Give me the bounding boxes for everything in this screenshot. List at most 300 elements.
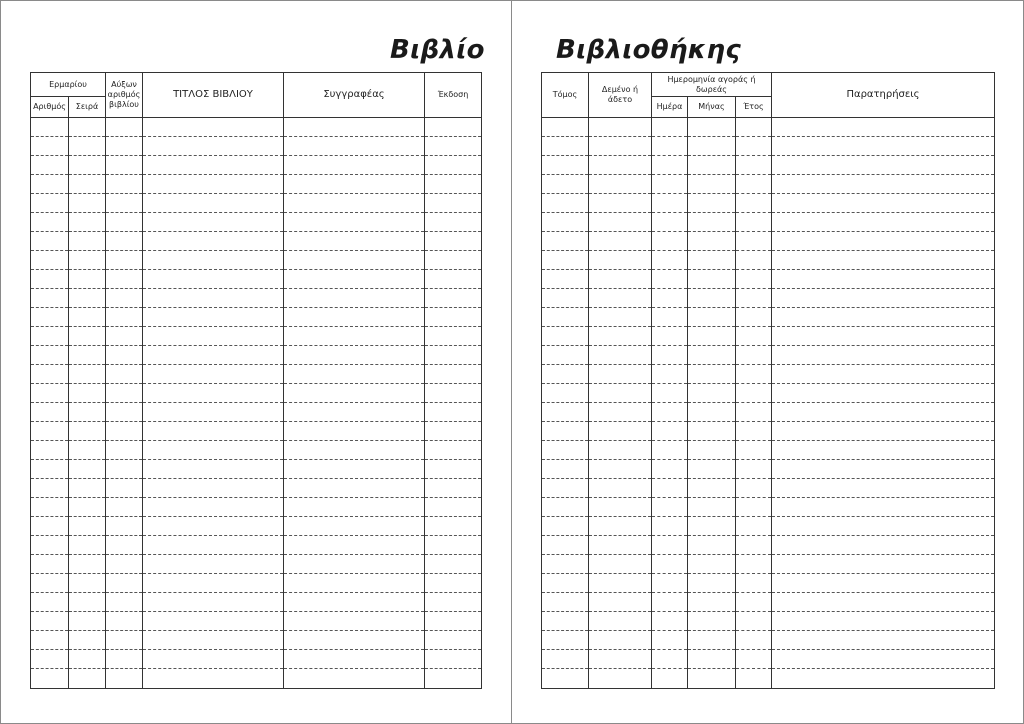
ledger-cell[interactable] bbox=[688, 536, 736, 555]
ledger-cell[interactable] bbox=[736, 612, 772, 631]
ledger-cell[interactable] bbox=[542, 137, 589, 156]
ledger-cell[interactable] bbox=[425, 118, 482, 137]
ledger-cell[interactable] bbox=[284, 118, 425, 137]
ledger-cell[interactable] bbox=[772, 346, 995, 365]
ledger-cell[interactable] bbox=[143, 650, 284, 669]
ledger-cell[interactable] bbox=[106, 346, 143, 365]
ledger-cell[interactable] bbox=[284, 650, 425, 669]
ledger-cell[interactable] bbox=[542, 194, 589, 213]
ledger-cell[interactable] bbox=[143, 479, 284, 498]
ledger-cell[interactable] bbox=[772, 441, 995, 460]
ledger-cell[interactable] bbox=[772, 156, 995, 175]
ledger-cell[interactable] bbox=[284, 536, 425, 555]
ledger-cell[interactable] bbox=[31, 137, 69, 156]
ledger-cell[interactable] bbox=[31, 498, 69, 517]
ledger-cell[interactable] bbox=[106, 460, 143, 479]
ledger-cell[interactable] bbox=[589, 270, 652, 289]
ledger-cell[interactable] bbox=[143, 118, 284, 137]
ledger-cell[interactable] bbox=[31, 327, 69, 346]
ledger-cell[interactable] bbox=[284, 612, 425, 631]
ledger-cell[interactable] bbox=[143, 308, 284, 327]
ledger-cell[interactable] bbox=[106, 669, 143, 689]
ledger-cell[interactable] bbox=[589, 498, 652, 517]
ledger-cell[interactable] bbox=[31, 289, 69, 308]
ledger-cell[interactable] bbox=[106, 270, 143, 289]
ledger-cell[interactable] bbox=[688, 441, 736, 460]
ledger-cell[interactable] bbox=[143, 156, 284, 175]
ledger-cell[interactable] bbox=[284, 175, 425, 194]
ledger-cell[interactable] bbox=[652, 213, 688, 232]
ledger-cell[interactable] bbox=[542, 536, 589, 555]
ledger-cell[interactable] bbox=[31, 593, 69, 612]
ledger-cell[interactable] bbox=[688, 612, 736, 631]
ledger-cell[interactable] bbox=[688, 384, 736, 403]
ledger-cell[interactable] bbox=[143, 175, 284, 194]
ledger-cell[interactable] bbox=[652, 308, 688, 327]
ledger-cell[interactable] bbox=[284, 631, 425, 650]
ledger-cell[interactable] bbox=[589, 289, 652, 308]
ledger-cell[interactable] bbox=[652, 175, 688, 194]
ledger-cell[interactable] bbox=[425, 536, 482, 555]
ledger-cell[interactable] bbox=[589, 194, 652, 213]
ledger-cell[interactable] bbox=[106, 118, 143, 137]
ledger-cell[interactable] bbox=[688, 118, 736, 137]
ledger-cell[interactable] bbox=[542, 270, 589, 289]
ledger-cell[interactable] bbox=[31, 232, 69, 251]
ledger-cell[interactable] bbox=[69, 213, 106, 232]
ledger-cell[interactable] bbox=[69, 194, 106, 213]
ledger-cell[interactable] bbox=[652, 346, 688, 365]
ledger-cell[interactable] bbox=[284, 346, 425, 365]
ledger-cell[interactable] bbox=[284, 384, 425, 403]
ledger-cell[interactable] bbox=[69, 384, 106, 403]
ledger-cell[interactable] bbox=[69, 441, 106, 460]
ledger-cell[interactable] bbox=[143, 536, 284, 555]
ledger-cell[interactable] bbox=[542, 479, 589, 498]
ledger-cell[interactable] bbox=[31, 175, 69, 194]
ledger-cell[interactable] bbox=[284, 251, 425, 270]
ledger-cell[interactable] bbox=[772, 517, 995, 536]
ledger-cell[interactable] bbox=[106, 308, 143, 327]
ledger-cell[interactable] bbox=[589, 460, 652, 479]
ledger-cell[interactable] bbox=[772, 498, 995, 517]
ledger-cell[interactable] bbox=[772, 536, 995, 555]
ledger-cell[interactable] bbox=[31, 118, 69, 137]
ledger-cell[interactable] bbox=[31, 422, 69, 441]
ledger-cell[interactable] bbox=[772, 118, 995, 137]
ledger-cell[interactable] bbox=[772, 479, 995, 498]
ledger-cell[interactable] bbox=[542, 327, 589, 346]
ledger-cell[interactable] bbox=[688, 479, 736, 498]
ledger-cell[interactable] bbox=[31, 555, 69, 574]
ledger-cell[interactable] bbox=[542, 384, 589, 403]
ledger-cell[interactable] bbox=[736, 460, 772, 479]
ledger-cell[interactable] bbox=[589, 669, 652, 689]
ledger-cell[interactable] bbox=[542, 251, 589, 270]
ledger-cell[interactable] bbox=[69, 498, 106, 517]
ledger-cell[interactable] bbox=[284, 327, 425, 346]
ledger-cell[interactable] bbox=[69, 289, 106, 308]
ledger-cell[interactable] bbox=[143, 251, 284, 270]
ledger-cell[interactable] bbox=[772, 213, 995, 232]
ledger-cell[interactable] bbox=[736, 365, 772, 384]
ledger-cell[interactable] bbox=[652, 422, 688, 441]
ledger-cell[interactable] bbox=[425, 631, 482, 650]
ledger-cell[interactable] bbox=[542, 118, 589, 137]
ledger-cell[interactable] bbox=[652, 631, 688, 650]
ledger-cell[interactable] bbox=[143, 498, 284, 517]
ledger-cell[interactable] bbox=[106, 441, 143, 460]
ledger-cell[interactable] bbox=[284, 289, 425, 308]
ledger-cell[interactable] bbox=[69, 175, 106, 194]
ledger-cell[interactable] bbox=[425, 194, 482, 213]
ledger-cell[interactable] bbox=[652, 384, 688, 403]
ledger-cell[interactable] bbox=[284, 422, 425, 441]
ledger-cell[interactable] bbox=[425, 479, 482, 498]
ledger-cell[interactable] bbox=[31, 251, 69, 270]
ledger-cell[interactable] bbox=[589, 631, 652, 650]
ledger-cell[interactable] bbox=[284, 403, 425, 422]
ledger-cell[interactable] bbox=[31, 384, 69, 403]
ledger-cell[interactable] bbox=[425, 460, 482, 479]
ledger-cell[interactable] bbox=[69, 574, 106, 593]
ledger-cell[interactable] bbox=[542, 365, 589, 384]
ledger-cell[interactable] bbox=[589, 555, 652, 574]
ledger-cell[interactable] bbox=[106, 498, 143, 517]
ledger-cell[interactable] bbox=[143, 422, 284, 441]
ledger-cell[interactable] bbox=[143, 137, 284, 156]
ledger-cell[interactable] bbox=[542, 574, 589, 593]
ledger-cell[interactable] bbox=[143, 270, 284, 289]
ledger-cell[interactable] bbox=[652, 137, 688, 156]
ledger-cell[interactable] bbox=[688, 137, 736, 156]
ledger-cell[interactable] bbox=[772, 194, 995, 213]
ledger-cell[interactable] bbox=[736, 156, 772, 175]
ledger-cell[interactable] bbox=[31, 479, 69, 498]
ledger-cell[interactable] bbox=[736, 555, 772, 574]
ledger-cell[interactable] bbox=[106, 517, 143, 536]
ledger-cell[interactable] bbox=[284, 574, 425, 593]
ledger-cell[interactable] bbox=[425, 156, 482, 175]
ledger-cell[interactable] bbox=[736, 346, 772, 365]
ledger-cell[interactable] bbox=[736, 327, 772, 346]
ledger-cell[interactable] bbox=[69, 346, 106, 365]
ledger-cell[interactable] bbox=[736, 403, 772, 422]
ledger-cell[interactable] bbox=[542, 517, 589, 536]
ledger-cell[interactable] bbox=[589, 137, 652, 156]
ledger-cell[interactable] bbox=[772, 175, 995, 194]
ledger-cell[interactable] bbox=[772, 289, 995, 308]
ledger-cell[interactable] bbox=[143, 346, 284, 365]
ledger-cell[interactable] bbox=[688, 327, 736, 346]
ledger-cell[interactable] bbox=[589, 479, 652, 498]
ledger-cell[interactable] bbox=[542, 460, 589, 479]
ledger-cell[interactable] bbox=[736, 251, 772, 270]
ledger-cell[interactable] bbox=[652, 479, 688, 498]
ledger-cell[interactable] bbox=[542, 346, 589, 365]
ledger-cell[interactable] bbox=[31, 194, 69, 213]
ledger-cell[interactable] bbox=[31, 536, 69, 555]
ledger-cell[interactable] bbox=[425, 498, 482, 517]
ledger-cell[interactable] bbox=[106, 327, 143, 346]
ledger-cell[interactable] bbox=[143, 574, 284, 593]
ledger-cell[interactable] bbox=[688, 194, 736, 213]
ledger-cell[interactable] bbox=[69, 308, 106, 327]
ledger-cell[interactable] bbox=[69, 118, 106, 137]
ledger-cell[interactable] bbox=[143, 403, 284, 422]
ledger-cell[interactable] bbox=[772, 251, 995, 270]
ledger-cell[interactable] bbox=[106, 479, 143, 498]
ledger-cell[interactable] bbox=[542, 555, 589, 574]
ledger-cell[interactable] bbox=[772, 384, 995, 403]
ledger-cell[interactable] bbox=[736, 175, 772, 194]
ledger-cell[interactable] bbox=[736, 498, 772, 517]
ledger-cell[interactable] bbox=[284, 156, 425, 175]
ledger-cell[interactable] bbox=[652, 498, 688, 517]
ledger-cell[interactable] bbox=[425, 232, 482, 251]
ledger-cell[interactable] bbox=[542, 650, 589, 669]
ledger-cell[interactable] bbox=[143, 593, 284, 612]
ledger-cell[interactable] bbox=[284, 669, 425, 689]
ledger-cell[interactable] bbox=[652, 194, 688, 213]
ledger-cell[interactable] bbox=[284, 308, 425, 327]
ledger-cell[interactable] bbox=[736, 631, 772, 650]
ledger-cell[interactable] bbox=[736, 536, 772, 555]
ledger-cell[interactable] bbox=[542, 403, 589, 422]
ledger-cell[interactable] bbox=[736, 289, 772, 308]
ledger-cell[interactable] bbox=[425, 365, 482, 384]
ledger-cell[interactable] bbox=[69, 422, 106, 441]
ledger-cell[interactable] bbox=[106, 612, 143, 631]
ledger-cell[interactable] bbox=[31, 308, 69, 327]
ledger-cell[interactable] bbox=[69, 403, 106, 422]
ledger-cell[interactable] bbox=[542, 422, 589, 441]
ledger-cell[interactable] bbox=[589, 441, 652, 460]
ledger-cell[interactable] bbox=[589, 308, 652, 327]
ledger-cell[interactable] bbox=[688, 422, 736, 441]
ledger-cell[interactable] bbox=[106, 213, 143, 232]
ledger-cell[interactable] bbox=[69, 232, 106, 251]
ledger-cell[interactable] bbox=[542, 289, 589, 308]
ledger-cell[interactable] bbox=[688, 308, 736, 327]
ledger-cell[interactable] bbox=[542, 669, 589, 689]
ledger-cell[interactable] bbox=[589, 232, 652, 251]
ledger-cell[interactable] bbox=[542, 156, 589, 175]
ledger-cell[interactable] bbox=[106, 536, 143, 555]
ledger-cell[interactable] bbox=[772, 270, 995, 289]
ledger-cell[interactable] bbox=[688, 517, 736, 536]
ledger-cell[interactable] bbox=[106, 175, 143, 194]
ledger-cell[interactable] bbox=[31, 631, 69, 650]
ledger-cell[interactable] bbox=[143, 669, 284, 689]
ledger-cell[interactable] bbox=[425, 441, 482, 460]
ledger-cell[interactable] bbox=[652, 555, 688, 574]
ledger-cell[interactable] bbox=[284, 517, 425, 536]
ledger-cell[interactable] bbox=[143, 517, 284, 536]
ledger-cell[interactable] bbox=[284, 232, 425, 251]
ledger-cell[interactable] bbox=[143, 384, 284, 403]
ledger-cell[interactable] bbox=[106, 137, 143, 156]
ledger-cell[interactable] bbox=[542, 631, 589, 650]
ledger-cell[interactable] bbox=[284, 498, 425, 517]
ledger-cell[interactable] bbox=[772, 232, 995, 251]
ledger-cell[interactable] bbox=[425, 213, 482, 232]
ledger-cell[interactable] bbox=[106, 365, 143, 384]
ledger-cell[interactable] bbox=[69, 593, 106, 612]
ledger-cell[interactable] bbox=[652, 574, 688, 593]
ledger-cell[interactable] bbox=[106, 593, 143, 612]
ledger-cell[interactable] bbox=[542, 498, 589, 517]
ledger-cell[interactable] bbox=[143, 612, 284, 631]
ledger-cell[interactable] bbox=[284, 213, 425, 232]
ledger-cell[interactable] bbox=[736, 137, 772, 156]
ledger-cell[interactable] bbox=[688, 574, 736, 593]
ledger-cell[interactable] bbox=[652, 441, 688, 460]
ledger-cell[interactable] bbox=[772, 669, 995, 689]
ledger-cell[interactable] bbox=[542, 308, 589, 327]
ledger-cell[interactable] bbox=[143, 213, 284, 232]
ledger-cell[interactable] bbox=[425, 574, 482, 593]
ledger-cell[interactable] bbox=[736, 213, 772, 232]
ledger-cell[interactable] bbox=[589, 574, 652, 593]
ledger-cell[interactable] bbox=[772, 574, 995, 593]
ledger-cell[interactable] bbox=[284, 555, 425, 574]
ledger-cell[interactable] bbox=[69, 650, 106, 669]
ledger-cell[interactable] bbox=[652, 327, 688, 346]
ledger-cell[interactable] bbox=[143, 365, 284, 384]
ledger-cell[interactable] bbox=[589, 251, 652, 270]
ledger-cell[interactable] bbox=[284, 194, 425, 213]
ledger-cell[interactable] bbox=[589, 422, 652, 441]
ledger-cell[interactable] bbox=[652, 517, 688, 536]
ledger-cell[interactable] bbox=[69, 631, 106, 650]
ledger-cell[interactable] bbox=[542, 213, 589, 232]
ledger-cell[interactable] bbox=[284, 365, 425, 384]
ledger-cell[interactable] bbox=[589, 593, 652, 612]
ledger-cell[interactable] bbox=[425, 403, 482, 422]
ledger-cell[interactable] bbox=[688, 555, 736, 574]
ledger-cell[interactable] bbox=[736, 308, 772, 327]
ledger-cell[interactable] bbox=[284, 137, 425, 156]
ledger-cell[interactable] bbox=[425, 137, 482, 156]
ledger-cell[interactable] bbox=[284, 593, 425, 612]
ledger-cell[interactable] bbox=[106, 156, 143, 175]
ledger-cell[interactable] bbox=[284, 460, 425, 479]
ledger-cell[interactable] bbox=[589, 612, 652, 631]
ledger-cell[interactable] bbox=[542, 441, 589, 460]
ledger-cell[interactable] bbox=[143, 327, 284, 346]
ledger-cell[interactable] bbox=[106, 631, 143, 650]
ledger-cell[interactable] bbox=[143, 232, 284, 251]
ledger-cell[interactable] bbox=[652, 403, 688, 422]
ledger-cell[interactable] bbox=[69, 365, 106, 384]
ledger-cell[interactable] bbox=[425, 650, 482, 669]
ledger-cell[interactable] bbox=[589, 650, 652, 669]
ledger-cell[interactable] bbox=[652, 365, 688, 384]
ledger-cell[interactable] bbox=[688, 498, 736, 517]
ledger-cell[interactable] bbox=[772, 555, 995, 574]
ledger-cell[interactable] bbox=[772, 631, 995, 650]
ledger-cell[interactable] bbox=[772, 612, 995, 631]
ledger-cell[interactable] bbox=[688, 213, 736, 232]
ledger-cell[interactable] bbox=[69, 251, 106, 270]
ledger-cell[interactable] bbox=[736, 270, 772, 289]
ledger-cell[interactable] bbox=[688, 346, 736, 365]
ledger-cell[interactable] bbox=[425, 251, 482, 270]
ledger-cell[interactable] bbox=[143, 631, 284, 650]
ledger-cell[interactable] bbox=[425, 593, 482, 612]
ledger-cell[interactable] bbox=[589, 403, 652, 422]
ledger-cell[interactable] bbox=[736, 593, 772, 612]
ledger-cell[interactable] bbox=[688, 251, 736, 270]
ledger-cell[interactable] bbox=[143, 441, 284, 460]
ledger-cell[interactable] bbox=[589, 384, 652, 403]
ledger-cell[interactable] bbox=[106, 403, 143, 422]
ledger-cell[interactable] bbox=[31, 460, 69, 479]
ledger-cell[interactable] bbox=[736, 384, 772, 403]
ledger-cell[interactable] bbox=[589, 346, 652, 365]
ledger-cell[interactable] bbox=[106, 574, 143, 593]
ledger-cell[interactable] bbox=[425, 327, 482, 346]
ledger-cell[interactable] bbox=[589, 175, 652, 194]
ledger-cell[interactable] bbox=[69, 156, 106, 175]
ledger-cell[interactable] bbox=[688, 289, 736, 308]
ledger-cell[interactable] bbox=[652, 612, 688, 631]
ledger-cell[interactable] bbox=[736, 479, 772, 498]
ledger-cell[interactable] bbox=[736, 118, 772, 137]
ledger-cell[interactable] bbox=[589, 536, 652, 555]
ledger-cell[interactable] bbox=[589, 327, 652, 346]
ledger-cell[interactable] bbox=[69, 517, 106, 536]
ledger-cell[interactable] bbox=[688, 270, 736, 289]
ledger-cell[interactable] bbox=[69, 555, 106, 574]
ledger-cell[interactable] bbox=[31, 441, 69, 460]
ledger-cell[interactable] bbox=[106, 232, 143, 251]
ledger-cell[interactable] bbox=[688, 175, 736, 194]
ledger-cell[interactable] bbox=[69, 327, 106, 346]
ledger-cell[interactable] bbox=[688, 460, 736, 479]
ledger-cell[interactable] bbox=[772, 460, 995, 479]
ledger-cell[interactable] bbox=[31, 574, 69, 593]
ledger-cell[interactable] bbox=[425, 346, 482, 365]
ledger-cell[interactable] bbox=[106, 650, 143, 669]
ledger-cell[interactable] bbox=[106, 555, 143, 574]
ledger-cell[interactable] bbox=[688, 631, 736, 650]
ledger-cell[interactable] bbox=[736, 194, 772, 213]
ledger-cell[interactable] bbox=[688, 669, 736, 689]
ledger-cell[interactable] bbox=[69, 612, 106, 631]
ledger-cell[interactable] bbox=[69, 479, 106, 498]
ledger-cell[interactable] bbox=[425, 555, 482, 574]
ledger-cell[interactable] bbox=[652, 118, 688, 137]
ledger-cell[interactable] bbox=[69, 270, 106, 289]
ledger-cell[interactable] bbox=[542, 175, 589, 194]
ledger-cell[interactable] bbox=[542, 232, 589, 251]
ledger-cell[interactable] bbox=[652, 536, 688, 555]
ledger-cell[interactable] bbox=[69, 460, 106, 479]
ledger-cell[interactable] bbox=[652, 232, 688, 251]
ledger-cell[interactable] bbox=[736, 650, 772, 669]
ledger-cell[interactable] bbox=[425, 270, 482, 289]
ledger-cell[interactable] bbox=[589, 156, 652, 175]
ledger-cell[interactable] bbox=[652, 156, 688, 175]
ledger-cell[interactable] bbox=[106, 251, 143, 270]
ledger-cell[interactable] bbox=[143, 555, 284, 574]
ledger-cell[interactable] bbox=[736, 441, 772, 460]
ledger-cell[interactable] bbox=[652, 460, 688, 479]
ledger-cell[interactable] bbox=[772, 650, 995, 669]
ledger-cell[interactable] bbox=[31, 270, 69, 289]
